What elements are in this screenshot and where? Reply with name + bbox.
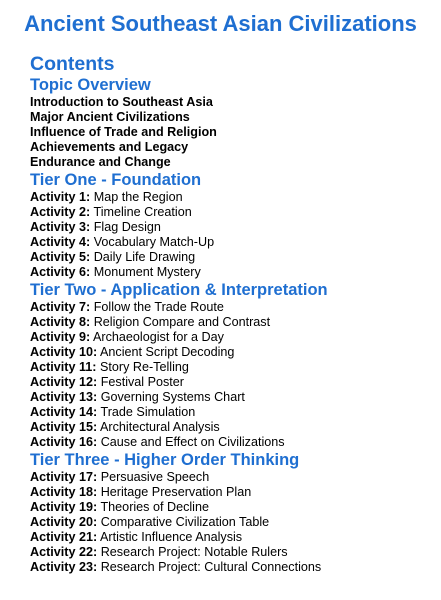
activity-label: Activity 6: (30, 265, 91, 279)
activity-label: Activity 20: (30, 515, 98, 529)
activity-title: Artistic Influence Analysis (100, 530, 243, 544)
activity-title: Research Project: Notable Rulers (100, 545, 288, 559)
activity-entry (30, 375, 430, 390)
activity-entry (30, 500, 430, 515)
section-tier-two (30, 280, 430, 450)
activity-title: Vocabulary Match-Up (93, 235, 215, 249)
activity-entry (30, 485, 430, 500)
overview-item: Major Ancient Civilizations (30, 110, 190, 124)
activity-title: Archaeologist for a Day (93, 330, 224, 344)
activity-label: Activity 5: (30, 250, 91, 264)
activity-title: Trade Simulation (100, 405, 196, 419)
activity-entry (30, 530, 430, 545)
activity-entry (30, 470, 430, 485)
section-tier-one (30, 170, 430, 280)
activity-label: Activity 23: (30, 560, 98, 574)
activity-label: Activity 12: (30, 375, 98, 389)
section-heading: Tier Two - Application & Interpretation (30, 281, 328, 299)
overview-item: Introduction to Southeast Asia (30, 95, 213, 109)
activity-label: Activity 21: (30, 530, 98, 544)
activity-entry (30, 545, 430, 560)
activity-entry (30, 205, 430, 220)
activity-title: Architectural Analysis (100, 420, 220, 434)
activity-label: Activity 3: (30, 220, 91, 234)
section-heading: Tier One - Foundation (30, 171, 202, 189)
activity-entry (30, 300, 430, 315)
activity-entry (30, 345, 430, 360)
activity-title: Flag Design (93, 220, 161, 234)
activity-title: Monument Mystery (93, 265, 201, 279)
activity-label: Activity 22: (30, 545, 98, 559)
contents-list (30, 75, 430, 575)
overview-item: Endurance and Change (30, 155, 171, 169)
activity-label: Activity 15: (30, 420, 98, 434)
activity-label: Activity 1: (30, 190, 91, 204)
activity-label: Activity 4: (30, 235, 91, 249)
activity-title: Theories of Decline (100, 500, 209, 514)
activity-label: Activity 13: (30, 390, 98, 404)
activity-entry (30, 420, 430, 435)
section-tier-three (30, 450, 430, 575)
activity-title: Governing Systems Chart (100, 390, 245, 404)
activity-title: Map the Region (93, 190, 183, 204)
activity-label: Activity 14: (30, 405, 98, 419)
activity-title: Comparative Civilization Table (100, 515, 270, 529)
activity-entry (30, 390, 430, 405)
activity-entry (30, 435, 430, 450)
activity-title: Persuasive Speech (100, 470, 210, 484)
activity-title: Ancient Script Decoding (100, 345, 235, 359)
contents-heading: Contents (30, 53, 115, 75)
activity-title: Daily Life Drawing (93, 250, 196, 264)
activity-label: Activity 16: (30, 435, 98, 449)
activity-entry (30, 515, 430, 530)
section-heading: Tier Three - Higher Order Thinking (30, 451, 300, 469)
activity-title: Heritage Preservation Plan (100, 485, 252, 499)
activity-label: Activity 19: (30, 500, 98, 514)
activity-label: Activity 10: (30, 345, 98, 359)
activity-entry (30, 250, 430, 265)
activity-entry (30, 315, 430, 330)
activity-label: Activity 11: (30, 360, 97, 374)
activity-title: Cause and Effect on Civilizations (100, 435, 285, 449)
activity-label: Activity 2: (30, 205, 91, 219)
activity-label: Activity 17: (30, 470, 98, 484)
activity-entry (30, 220, 430, 235)
activity-title: Research Project: Cultural Connections (100, 560, 322, 574)
activity-title: Timeline Creation (93, 205, 192, 219)
section-heading: Topic Overview (30, 76, 151, 94)
activity-label: Activity 8: (30, 315, 91, 329)
activity-entry (30, 235, 430, 250)
activity-label: Activity 18: (30, 485, 98, 499)
overview-item: Influence of Trade and Religion (30, 125, 217, 139)
activity-entry (30, 560, 430, 575)
activity-label: Activity 7: (30, 300, 91, 314)
activity-entry (30, 265, 430, 280)
activity-entry (30, 360, 430, 375)
document-title: Ancient Southeast Asian Civilizations (24, 11, 417, 36)
activity-entry (30, 405, 430, 420)
activity-title: Story Re-Telling (100, 360, 189, 374)
activity-entry (30, 190, 430, 205)
activity-title: Follow the Trade Route (93, 300, 224, 314)
section-topic-overview (30, 75, 430, 170)
activity-title: Festival Poster (100, 375, 184, 389)
activity-label: Activity 9: (30, 330, 91, 344)
activity-entry (30, 330, 430, 345)
activity-title: Religion Compare and Contrast (93, 315, 271, 329)
overview-item: Achievements and Legacy (30, 140, 189, 154)
